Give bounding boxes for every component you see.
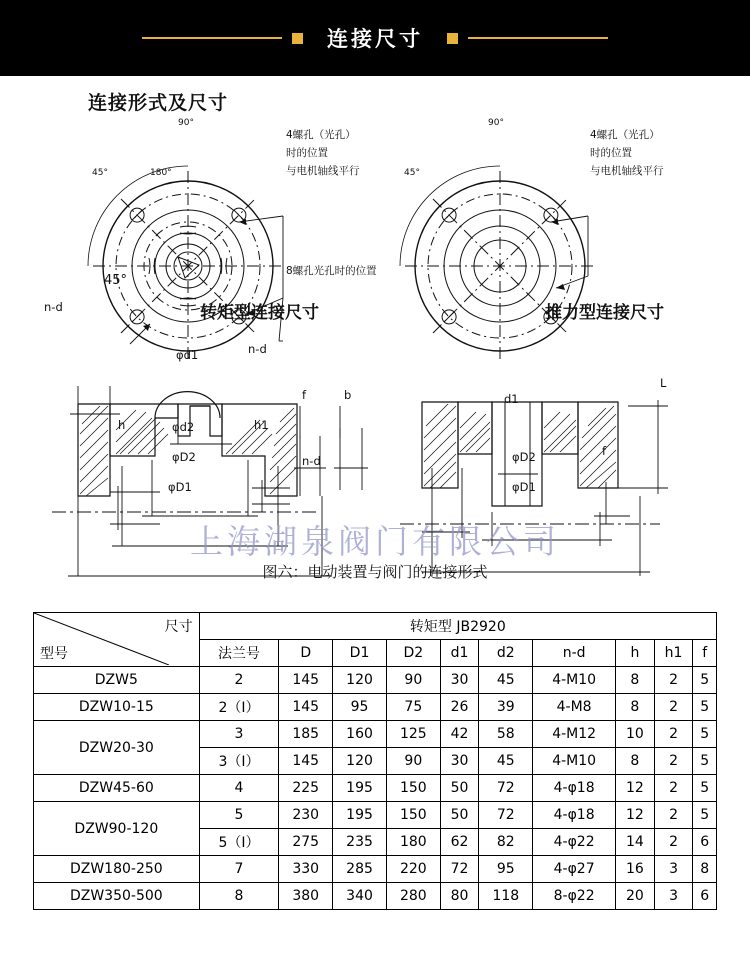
table-cell: 4-M8 [533,694,616,721]
table-cell: 12 [616,775,655,802]
note-right-line3: 与电机轴线平行 [590,165,664,177]
table-column-header: n-d [533,640,616,667]
table-cell: 2 [654,748,693,775]
table-cell-model: DZW45-60 [34,775,200,802]
table-cell: 45 [479,748,533,775]
table-column-header: h [616,640,655,667]
table-column-header: d1 [440,640,479,667]
note-right-line1: 4螺孔（光孔） [590,129,660,141]
table-cell: 3（I） [199,748,279,775]
caption-thrust-type: 推力型连接尺寸 [545,303,664,323]
table-cell: 150 [386,775,440,802]
dim-phi-D1-right: φD1 [512,480,536,494]
table-cell: 4-φ18 [533,802,616,829]
dim-phi-D2-left: φD2 [172,450,196,464]
table-cell: 235 [333,829,387,856]
table-cell: 2 [199,667,279,694]
table-cell-model: DZW20-30 [34,721,200,775]
technical-drawing [0,76,750,600]
table-cell: 2 [654,721,693,748]
company-watermark: 上海湖泉阀门有限公司 [190,522,560,561]
note-left-line2: 时的位置 [286,147,328,159]
table-cell: 220 [386,856,440,883]
dim-f-left: f [302,388,307,402]
table-cell-model: DZW350-500 [34,883,200,910]
table-body [34,667,717,910]
angle-label-45-left: 45° [92,168,108,178]
table-cell: 4-M12 [533,721,616,748]
table-cell: 185 [279,721,333,748]
table-cell: 225 [279,775,333,802]
table-cell: 5（I） [199,829,279,856]
table-cell: 3 [654,883,693,910]
table-cell: 2 [654,775,693,802]
table-cell: 8 [616,667,655,694]
table-cell: 4-M10 [533,667,616,694]
angle-label-180-left: 180° [150,168,172,178]
table-cell: 7 [199,856,279,883]
dim-d1-right: d1 [504,392,519,406]
figure-caption: 图六：电动装置与阀门的连接形式 [262,563,488,581]
table-cell: 62 [440,829,479,856]
table-cell: 118 [479,883,533,910]
table-cell-model: DZW180-250 [34,856,200,883]
table-cell: 145 [279,667,333,694]
table-row [34,721,717,748]
table-column-header: d2 [479,640,533,667]
note-right-line2: 时的位置 [590,147,632,159]
table-cell: 180 [386,829,440,856]
table-cell: 75 [386,694,440,721]
table-row [34,667,717,694]
table-cell: 2 [654,802,693,829]
dim-b: b [344,388,352,402]
table-cell: 380 [279,883,333,910]
table-group-header: 转矩型 JB2920 [199,613,716,640]
table-corner-cell [34,613,200,667]
table-cell: 4-φ27 [533,856,616,883]
dim-nd-left: n-d [44,300,63,314]
table-cell: 8 [616,748,655,775]
note-left-line1: 4螺孔（光孔） [286,129,356,141]
table-cell: 3 [654,856,693,883]
table-cell: 72 [440,856,479,883]
note-left-line3: 与电机轴线平行 [286,165,360,177]
table-cell: 72 [479,775,533,802]
table-cell: 8 [616,694,655,721]
angle-label-90-right: 90° [488,118,504,128]
dim-nd-right: n-d [302,454,321,468]
dim-phi-d1: φd1 [176,348,199,362]
table-cell: 4-φ18 [533,775,616,802]
table-cell: 14 [616,829,655,856]
table-column-header: h1 [654,640,693,667]
table-cell: 42 [440,721,479,748]
table-cell: 8 [693,856,717,883]
table-cell: 145 [279,748,333,775]
table-column-header: D [279,640,333,667]
dim-h: h [118,418,126,432]
table-cell: 20 [616,883,655,910]
corner-label-size: 尺寸 [164,619,193,635]
table-cell: 230 [279,802,333,829]
table-cell: 280 [386,883,440,910]
table-cell: 150 [386,802,440,829]
table-cell: 2 [654,667,693,694]
table-cell: 285 [333,856,387,883]
table-row [34,802,717,829]
dimension-table-wrapper [33,612,717,910]
header-rule-right [468,37,608,39]
table-cell: 82 [479,829,533,856]
table-cell: 2 [654,694,693,721]
header-square-right-icon [447,33,458,44]
table-cell: 90 [386,748,440,775]
table-cell-model: DZW90-120 [34,802,200,856]
table-cell: 45 [479,667,533,694]
table-cell: 50 [440,775,479,802]
table-cell: 330 [279,856,333,883]
table-cell: 3 [199,721,279,748]
table-column-header: D1 [333,640,387,667]
table-cell: 5 [693,721,717,748]
table-cell: 95 [333,694,387,721]
dim-h1: h1 [254,418,269,432]
table-cell: 5 [693,667,717,694]
table-cell: 90 [386,667,440,694]
table-row [34,856,717,883]
header-rule-left [142,37,282,39]
drawing-vector-art [0,76,750,600]
table-row [34,775,717,802]
table-cell: 5 [693,802,717,829]
corner-label-model: 型号 [40,646,68,662]
table-cell: 4-M10 [533,748,616,775]
table-cell: 5 [693,748,717,775]
dim-phi-D2-right: φD2 [512,450,536,464]
table-cell: 5 [693,694,717,721]
dimension-table [33,612,717,910]
table-cell: 6 [693,829,717,856]
table-cell: 145 [279,694,333,721]
angle-label-45-big: 45° [104,273,128,288]
table-cell: 340 [333,883,387,910]
table-cell: 5 [693,775,717,802]
header-square-left-icon [292,33,303,44]
table-column-header: 法兰号 [199,640,279,667]
table-cell: 95 [479,856,533,883]
angle-label-90-left: 90° [178,118,194,128]
table-column-header: f [693,640,717,667]
table-row [34,694,717,721]
table-cell: 8 [199,883,279,910]
table-cell: 39 [479,694,533,721]
note-left-8holes: 8螺孔光孔时的位置 [286,265,377,277]
table-header-row-1 [34,613,717,640]
table-cell-model: DZW5 [34,667,200,694]
dim-phi-D1-left: φD1 [168,480,192,494]
table-cell: 125 [386,721,440,748]
drawing-title: 连接形式及尺寸 [88,92,229,114]
table-cell: 8-φ22 [533,883,616,910]
angle-label-45-right: 45° [404,168,420,178]
page-header [0,0,750,76]
table-cell: 2（I） [199,694,279,721]
table-cell: 10 [616,721,655,748]
table-cell: 275 [279,829,333,856]
table-cell: 6 [693,883,717,910]
table-cell: 80 [440,883,479,910]
dim-phi-d2: φd2 [172,420,195,434]
table-cell: 26 [440,694,479,721]
table-cell: 120 [333,667,387,694]
caption-torque-type: 转矩型连接尺寸 [200,303,319,323]
table-cell: 4 [199,775,279,802]
table-cell: 4-φ22 [533,829,616,856]
table-column-header: D2 [386,640,440,667]
table-cell: 195 [333,775,387,802]
table-cell: 30 [440,667,479,694]
dim-f-right: f [602,444,607,458]
table-row [34,883,717,910]
dim-nd-mid: n-d [248,342,267,356]
table-cell: 16 [616,856,655,883]
table-cell: 50 [440,802,479,829]
page-title: 连接尺寸 [327,27,423,51]
table-cell: 72 [479,802,533,829]
table-cell: 30 [440,748,479,775]
table-cell: 195 [333,802,387,829]
table-cell: 2 [654,829,693,856]
dim-L: L [660,376,667,390]
table-cell: 5 [199,802,279,829]
table-cell: 160 [333,721,387,748]
table-cell: 58 [479,721,533,748]
table-cell: 120 [333,748,387,775]
table-cell-model: DZW10-15 [34,694,200,721]
table-cell: 12 [616,802,655,829]
